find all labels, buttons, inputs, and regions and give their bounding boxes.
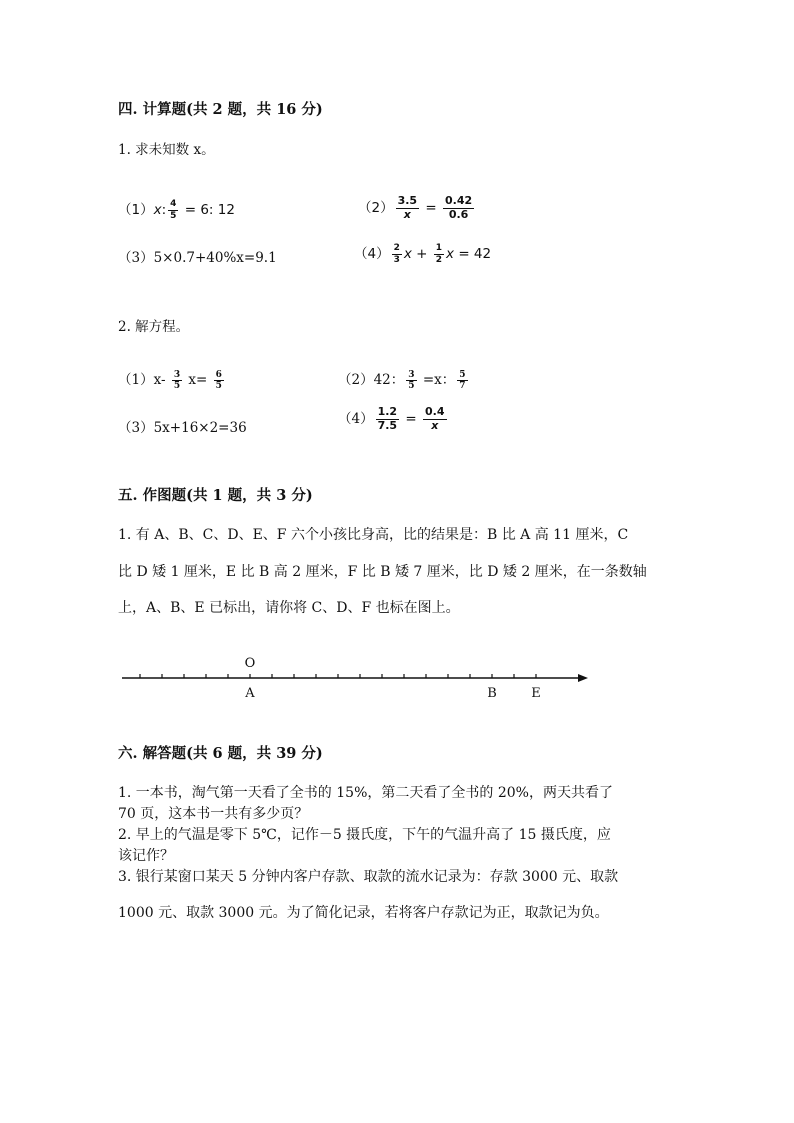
denominator: 7.5	[377, 418, 398, 432]
numerator: 3	[408, 369, 415, 380]
numerator: 3.5	[397, 194, 418, 207]
q1-problem-4	[354, 242, 491, 265]
var-x: x	[153, 202, 162, 218]
expression-part: x=	[184, 372, 212, 388]
q2-problem-4	[338, 406, 449, 432]
fraction	[376, 406, 400, 432]
fraction	[172, 370, 182, 392]
point-label-b: B	[487, 686, 497, 701]
problem-label: （3）	[118, 420, 154, 436]
denominator: 3	[393, 254, 400, 265]
expression-part: =x：	[418, 372, 456, 388]
problem-text-line: 2. 早上的气温是零下 5℃，记作－5 摄氏度，下午的气温升高了 15 摄氏度，应	[118, 827, 611, 843]
q2-title: 2. 解方程。	[118, 319, 190, 335]
colon: :	[161, 202, 167, 218]
denominator: 5	[170, 210, 177, 221]
numerator: 0.4	[425, 405, 445, 418]
numerator: 4	[170, 199, 177, 210]
denominator: 5	[173, 381, 181, 391]
denominator: 2	[435, 254, 443, 265]
expression-rest: = 6: 12	[180, 202, 235, 218]
fraction	[434, 243, 444, 265]
fraction	[443, 195, 474, 221]
denominator: 5	[215, 381, 222, 391]
fraction	[406, 370, 416, 392]
problem-label: （2）	[358, 200, 394, 217]
var-x: x	[446, 246, 455, 262]
q1-problem-1	[118, 198, 235, 221]
numerator: 5	[459, 369, 466, 380]
section-6-heading: 六. 解答题(共 6 题，共 39 分)	[118, 745, 323, 762]
q1-problem-2	[358, 195, 476, 221]
plus: +	[411, 246, 432, 262]
equals: =	[401, 411, 421, 428]
numerator: 6	[215, 369, 222, 380]
problem-text-line: 1. 一本书，淘气第一天看了全书的 15%，第二天看了全书的 20%，两天共看了	[118, 785, 613, 801]
denominator: 0.6	[448, 207, 469, 221]
point-label-e: E	[531, 686, 541, 701]
arrow-icon	[578, 674, 588, 682]
q1-problem-3	[118, 246, 277, 266]
numerator: 0.42	[445, 194, 473, 207]
q1-title: 1. 求未知数 x。	[118, 142, 215, 158]
section-5-heading: 五. 作图题(共 1 题，共 3 分)	[118, 487, 313, 504]
fraction	[396, 195, 420, 221]
q2-problem-1	[118, 368, 226, 391]
denominator: 5	[408, 381, 415, 391]
denominator: x	[403, 207, 411, 221]
problem-text-line: 该记作？	[118, 848, 174, 864]
q2-problem-3	[118, 416, 247, 436]
point-label-a: A	[245, 686, 255, 701]
number-line	[118, 650, 598, 706]
denominator: x	[431, 418, 439, 432]
problem-label: （1）	[118, 202, 154, 218]
problem-text-line: 1000 元、取款 3000 元。为了简化记录，若将客户存款记为正，取款记为负。	[118, 905, 609, 921]
problem-label: （4）	[354, 246, 390, 262]
numerator: 1.2	[377, 405, 398, 418]
problem-text-line: 上，A、B、E 已标出，请你将 C、D、F 也标在图上。	[118, 600, 460, 616]
numerator: 3	[173, 369, 181, 380]
fraction	[423, 406, 447, 432]
problem-text-line: 70 页，这本书一共有多少页？	[118, 806, 309, 822]
numerator: 2	[393, 243, 400, 254]
denominator: 7	[459, 381, 466, 391]
origin-label: O	[244, 656, 256, 671]
problem-text-line: 3. 银行某窗口某天 5 分钟内客户存款、取款的流水记录为：存款 3000 元、取款	[118, 869, 619, 885]
section-4-heading: 四. 计算题(共 2 题，共 16 分)	[118, 101, 323, 118]
problem-text-line: 比 D 矮 1 厘米，E 比 B 高 2 厘米，F 比 B 矮 7 厘米，比 D 矮 2 厘米，在一条数轴	[118, 564, 647, 580]
expression: 5x+16×2=36	[153, 420, 247, 436]
fraction	[392, 243, 402, 265]
expression-part: 42：	[373, 372, 405, 388]
problem-label: （1）	[118, 372, 154, 388]
problem-label: （4）	[338, 411, 374, 428]
expression: 5×0.7+40%x=9.1	[153, 250, 277, 266]
equals: =	[421, 200, 441, 217]
problem-label: （2）	[338, 372, 374, 388]
q2-problem-2	[338, 368, 470, 391]
fraction	[214, 370, 224, 392]
expression-part: x-	[153, 372, 170, 388]
numerator: 1	[435, 243, 443, 254]
var-x: x	[403, 246, 412, 262]
fraction	[457, 370, 467, 392]
problem-label: （3）	[118, 250, 154, 266]
problem-text-line: 1. 有 A、B、C、D、E、F 六个小孩比身高，比的结果是：B 比 A 高 11 厘米，C	[118, 527, 629, 543]
expression-rest: = 42	[454, 246, 492, 262]
fraction	[168, 199, 178, 221]
